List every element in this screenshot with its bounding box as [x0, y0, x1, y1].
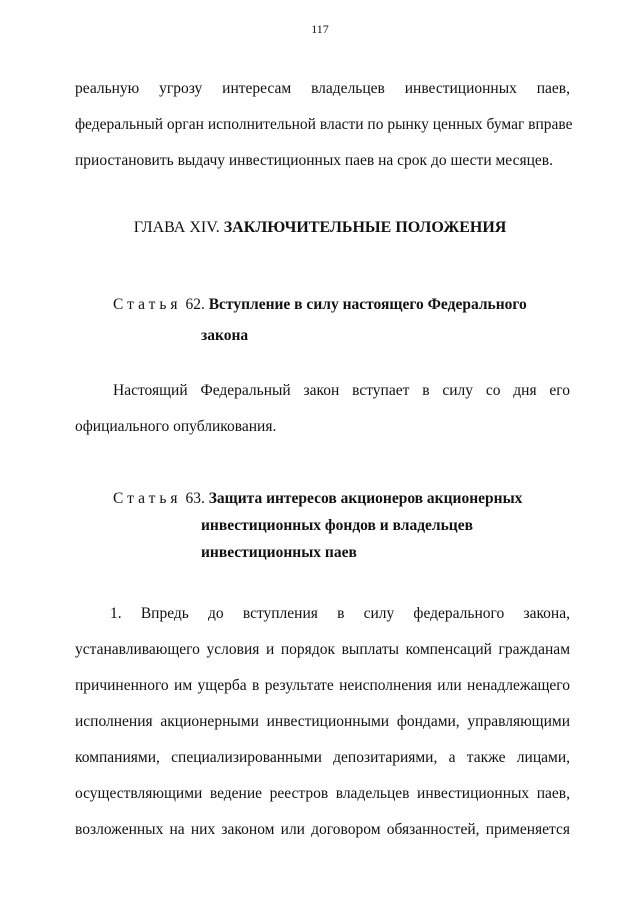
article-63-heading [113, 489, 522, 509]
article-62-title-line-2: закона [201, 327, 249, 344]
article-63-title-line-2: инвестиционных фондов и владельцев [201, 517, 473, 534]
chapter-heading [0, 218, 640, 238]
article-63-body-line-6: осуществляющими ведение реестров владельцев инвестиционных паев, [75, 785, 570, 802]
article-63-title-line-3: инвестиционных паев [201, 544, 357, 561]
article-63-label: Статья [113, 490, 182, 507]
article-63-body-line-1: 1. Впредь до вступления в силу федерального закона, [110, 605, 570, 622]
article-63-title-line-1: Защита интересов акционеров акционерных [208, 490, 523, 507]
article-63-body-line-2: устанавливающего условия и порядок выплаты компенсаций гражданам [75, 641, 570, 658]
intro-line-3: приостановить выдачу инвестиционных паев на срок до шести месяцев. [75, 152, 553, 169]
page-number: 117 [311, 22, 329, 36]
article-62-body-line-1: Настоящий Федеральный закон вступает в силу со дня его [113, 382, 570, 399]
article-63-body-line-5: компаниями, специализированными депозитариями, а также лицами, [75, 749, 570, 766]
article-62-body-line-2: официального опубликования. [75, 418, 277, 435]
article-62-number: 62. [185, 296, 205, 313]
intro-line-2: федеральный орган исполнительной власти по рынку ценных бумаг вправе [75, 116, 573, 133]
chapter-number: ГЛАВА XIV. [133, 219, 220, 236]
article-62-label: Статья [113, 296, 182, 313]
article-63-body-line-4: исполнения акционерными инвестиционными фондами, управляющими [75, 713, 570, 730]
chapter-title: ЗАКЛЮЧИТЕЛЬНЫЕ ПОЛОЖЕНИЯ [223, 219, 507, 236]
article-63-body-line-7: возложенных на них законом или договором обязанностей, применяется [75, 821, 570, 838]
article-62-heading [113, 295, 527, 315]
intro-line-1: реальную угрозу интересам владельцев инвестиционных паев, [75, 80, 570, 97]
article-63-body-line-3: причиненного им ущерба в результате неисполнения или ненадлежащего [75, 677, 570, 694]
article-62-title-line-1: Вступление в силу настоящего Федерального [208, 296, 527, 313]
article-63-number: 63. [185, 490, 205, 507]
